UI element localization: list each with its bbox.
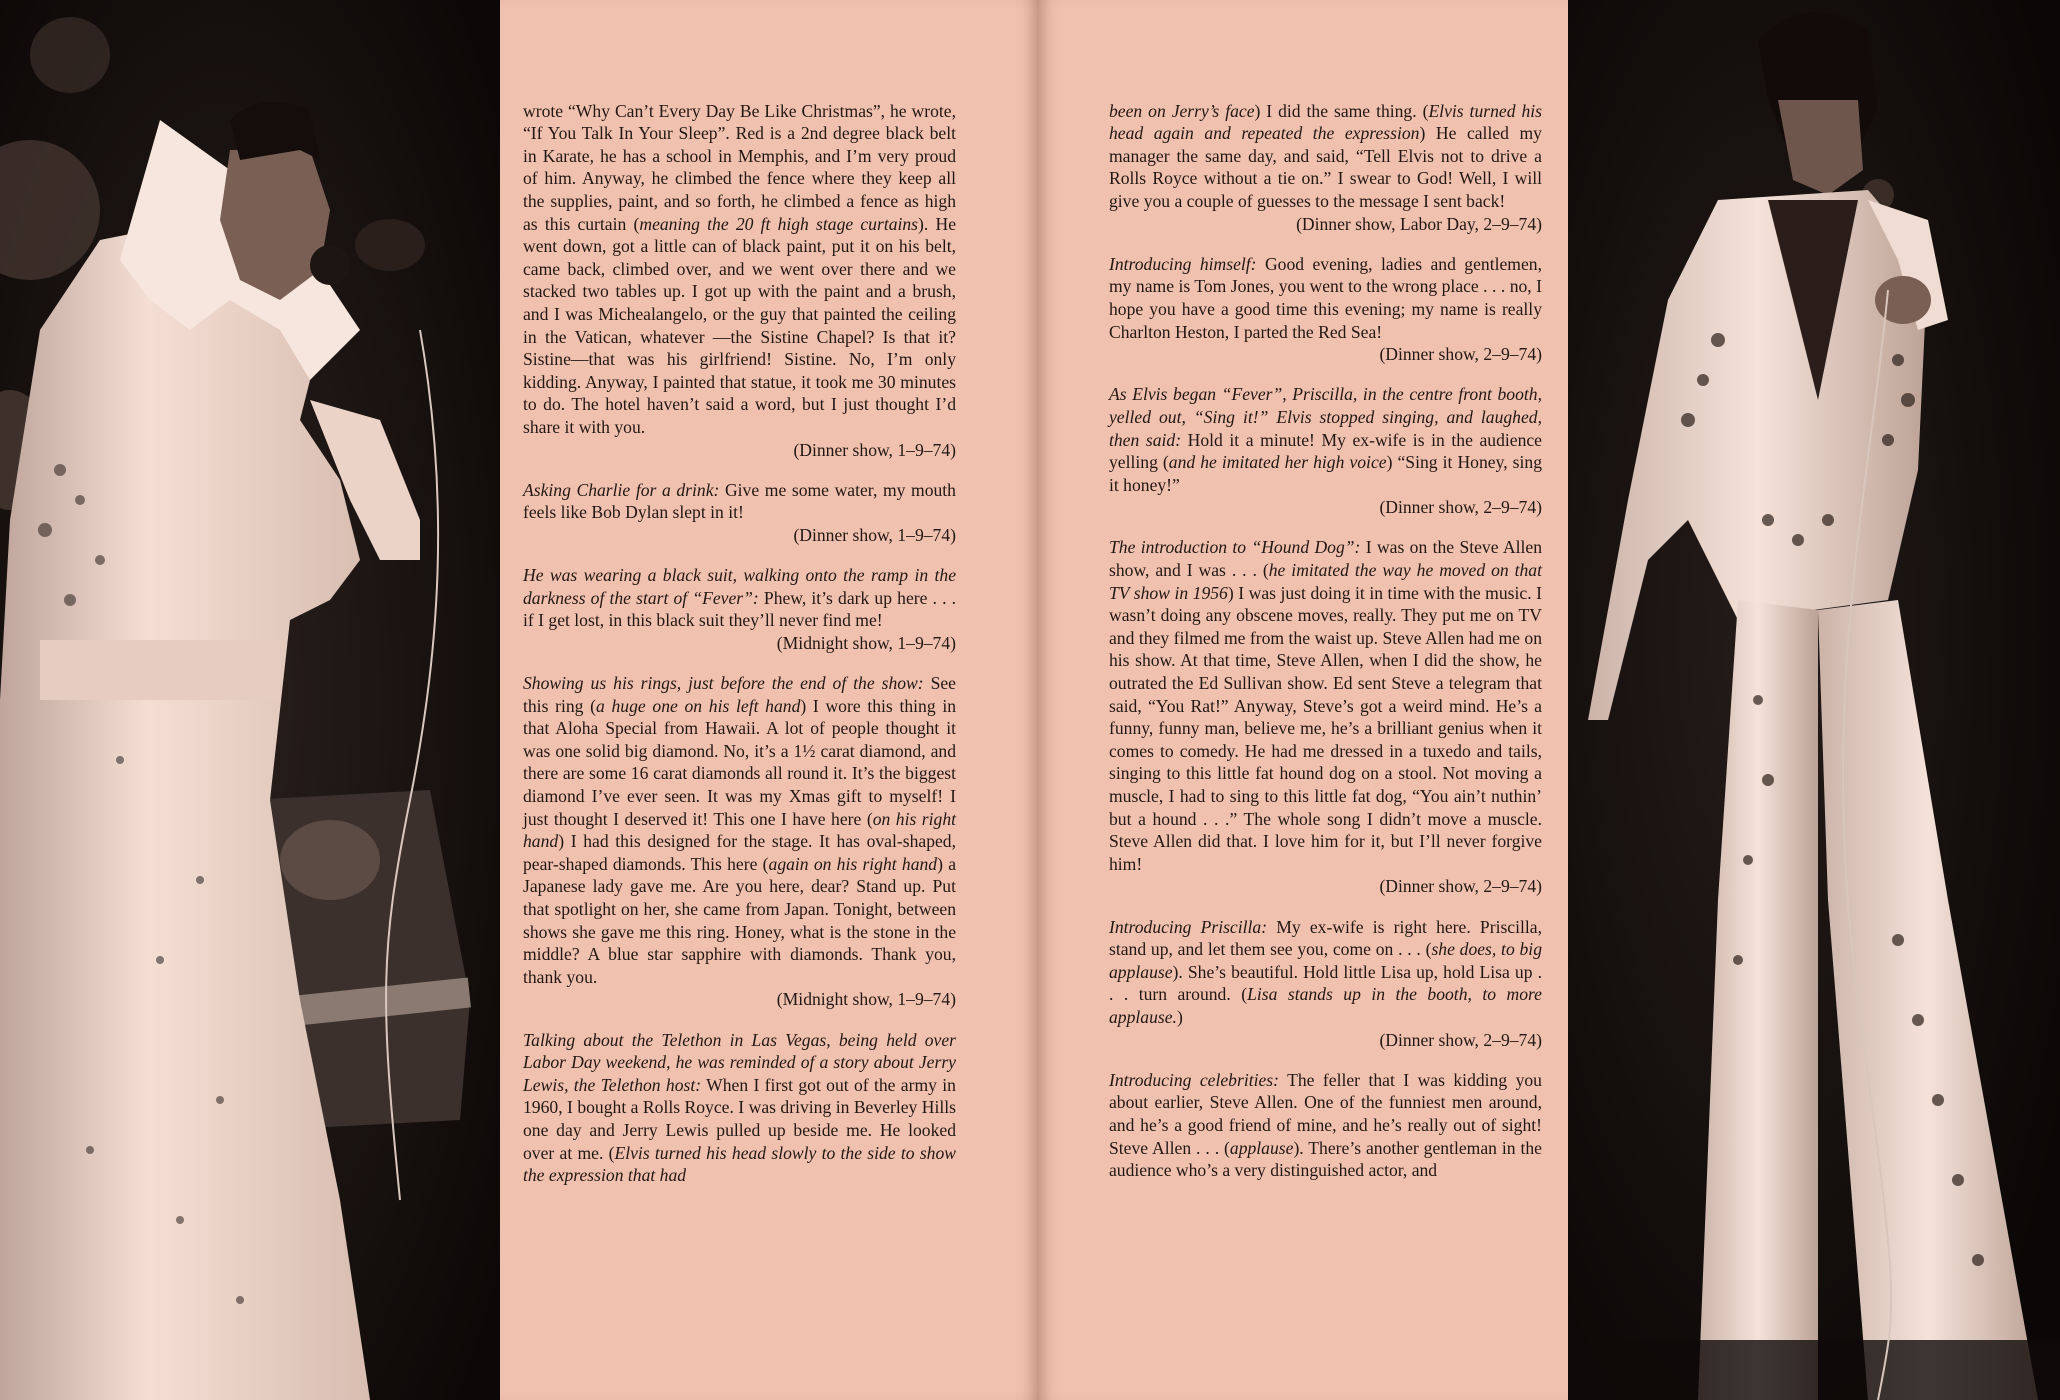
italic-note: Elvis turned his head again and repeated the expression	[1109, 100, 1542, 144]
quote-text: Hold it a minute! My ex-wife is in the audience yelling (	[1109, 429, 1542, 473]
quote-text: Good evening, ladies and gentlemen, my name is Tom Jones, you went to the wrong place . . . no, I hope you have a good time this evening; my name is really Charlton Heston, I parted the Red Sea!	[1109, 253, 1542, 342]
quote-entry	[523, 564, 956, 654]
quote-entry	[1109, 253, 1542, 366]
italic-note: Introducing Priscilla:	[1109, 916, 1268, 937]
quote-text: Give me some water, my mouth feels like Bob Dylan slept in it!	[523, 479, 956, 523]
italic-note: meaning the 20 ft high stage curtains	[639, 213, 919, 234]
photo-left	[0, 0, 500, 1400]
quote-text: My ex-wife is right here. Priscilla, stand up, and let them see you, come on . . . (	[1109, 916, 1542, 960]
show-citation: (Dinner show, 1–9–74)	[793, 524, 956, 545]
italic-note: been on Jerry’s face	[1109, 100, 1255, 121]
text-page-left	[500, 0, 1038, 1400]
italic-note: on his right hand	[523, 808, 957, 852]
italic-note: she does, to big applause	[1109, 939, 1542, 982]
italic-note: He was wearing a black suit, walking onto the ramp in the darkness of the start of “Fever”:	[523, 565, 956, 608]
quote-text: When I first got out of the army in 1960, I bought a Rolls Royce. I was driving in Beverley Hills one day and Jerry Lewis pulled up beside me. He looked over at me. (	[523, 1074, 956, 1163]
show-citation: (Dinner show, 2–9–74)	[1379, 876, 1542, 897]
quote-text: ). There’s another gentleman in the audience who’s a very distinguished actor, and	[1109, 1137, 1542, 1181]
italic-note: applause	[1229, 1137, 1294, 1158]
quote-entry	[1109, 383, 1542, 519]
quote-entry	[523, 1029, 956, 1187]
show-citation: (Dinner show, 2–9–74)	[1379, 344, 1542, 365]
italic-note: and he imitated her high voice	[1168, 452, 1387, 473]
quote-text: ) I did the same thing. (	[1254, 100, 1429, 121]
quote-text: )	[1176, 1006, 1183, 1027]
italic-note: Talking about the Telethon in Las Vegas, being held over Labor Day weekend, he was reminded of a story about Jerry Lewis, the Telethon host:	[523, 1029, 956, 1095]
show-citation: (Dinner show, Labor Day, 2–9–74)	[1296, 213, 1542, 234]
quote-text: Phew, it’s dark up here . . . if I get lost, in this black suit they’ll never find me!	[523, 587, 957, 631]
quote-text: The feller that I was kidding you about earlier, Steve Allen. One of the funniest men around, and he’s a good friend of mine, and he’s really out of sight! Steve Allen . . . (	[1109, 1069, 1542, 1158]
quote-text: ) a Japanese lady gave me. Are you here, dear? Stand up. Put that spotlight on her, she came from Japan. Tonight, between shows she gave me this ring. Honey, what is the stone in the middle? A blue star sapphire with diamonds. Thank you, thank you.	[523, 853, 957, 987]
italic-note: again on his right hand	[768, 853, 938, 874]
quote-entry	[1109, 916, 1542, 1052]
italic-note: Lisa stands up in the booth, to more applause.	[1109, 984, 1542, 1027]
italic-note: he imitated the way he moved on that TV show in 1956	[1109, 560, 1542, 603]
quote-entry	[1109, 100, 1542, 236]
show-citation: (Midnight show, 1–9–74)	[776, 632, 956, 653]
italic-note: As Elvis began “Fever”, Priscilla, in the centre front booth, yelled out, “Sing it!” Elvis stopped singing, and laughed, then said:	[1109, 384, 1542, 450]
italic-note: a huge one on his left hand	[596, 695, 801, 716]
quote-entry	[523, 672, 956, 1011]
quote-entry	[1109, 1069, 1542, 1182]
quote-text: I was on the Steve Allen show, and I was . . . (	[1109, 537, 1542, 581]
show-citation: (Dinner show, 1–9–74)	[793, 439, 956, 460]
text-column-left	[523, 82, 956, 1204]
show-citation: (Dinner show, 2–9–74)	[1379, 1029, 1542, 1050]
quote-text: ) I had this designed for the stage. It has oval-shaped, pear-shaped diamonds. This here (	[523, 831, 956, 874]
show-citation: (Midnight show, 1–9–74)	[776, 989, 956, 1010]
italic-note: Showing us his rings, just before the end of the show:	[523, 673, 924, 694]
quote-entry	[523, 100, 956, 462]
performer-singing-white-jumpsuit-photo	[0, 0, 500, 1400]
italic-note: Introducing himself:	[1109, 253, 1257, 274]
quote-text: wrote “Why Can’t Every Day Be Like Christmas”, he wrote, “If You Talk In Your Sleep”. Red is a 2nd degree black belt in Karate, he has a school in Memphis, and I’m very proud of him. Anyway, he climbed the fence where they keep all the supplies, paint, and so forth, he climbed a fence as high as this curtain (	[523, 100, 956, 234]
photo-right	[1568, 0, 2060, 1400]
quote-text: ) “Sing it Honey, sing it honey!”	[1109, 452, 1543, 495]
quote-text: See this ring (	[523, 673, 956, 716]
italic-note: Introducing celebrities:	[1109, 1069, 1279, 1090]
show-citation: (Dinner show, 2–9–74)	[1379, 497, 1542, 518]
performer-singing-jeweled-jumpsuit-photo	[1568, 0, 2060, 1400]
italic-note: The introduction to “Hound Dog”:	[1109, 537, 1361, 558]
text-page-right	[1038, 0, 1568, 1400]
italic-note: Asking Charlie for a drink:	[523, 479, 720, 500]
quote-text: ). He went down, got a little can of black paint, put it on his belt, came back, climbed over, and we went over there and we stacked two tables up. I got up with the paint and a brush, and I was Michealangelo, or the guy that painted the ceiling in the Vatican, whatever —the Sistine Chapel? Is that it? Sistine—that was his girlfriend! Sistine. No, I’m only kidding. Anyway, I painted that statue, it took me 30 minutes to do. The hotel haven’t said a word, but I just thought I’d share it with you.	[523, 213, 957, 437]
quote-entry	[523, 479, 956, 547]
text-column-right	[1109, 82, 1542, 1199]
italic-note: Elvis turned his head slowly to the side to show the expression that had	[523, 1142, 956, 1186]
quote-text: ). She’s beautiful. Hold little Lisa up, hold Lisa up . . . turn around. (	[1109, 961, 1542, 1005]
quote-text: ) I wore this thing in that Aloha Special from Hawaii. A lot of people thought it was one solid big diamond. No, it’s a 1½ carat diamond, and there are some 16 carat diamonds all round it. It’s the biggest diamond I’ve ever seen. It was my Xmas gift to myself! I just thought I deserved it! This one I have here (	[523, 695, 957, 829]
quote-text: ) He called my manager the same day, and said, “Tell Elvis not to drive a Rolls Royce without a tie on.” I swear to God! Well, I will give you a couple of guesses to the message I sent back!	[1109, 123, 1542, 211]
quote-entry	[1109, 536, 1542, 898]
quote-text: ) I was just doing it in time with the music. I wasn’t doing any obscene moves, really. They put me on TV and they filmed me from the waist up. Steve Allen had me on his show. At that time, Steve Allen, when I did the show, he outrated the Ed Sullivan show. Ed sent Steve a telegram that said, “You Rat!” Anyway, Steve’s got a weird mind. He’s a funny, funny man, believe me, he’s a brilliant genius when it comes to comedy. He had me dressed in a tuxedo and tails, singing to this little fat hound dog on a stool. Not moving a muscle, I had to sing to this little fat dog, “You ain’t nuthin’ but a hound . . .” The whole song I didn’t move a muscle. Steve Allen did that. I love him for it, but I’ll never forgive him!	[1109, 582, 1542, 874]
